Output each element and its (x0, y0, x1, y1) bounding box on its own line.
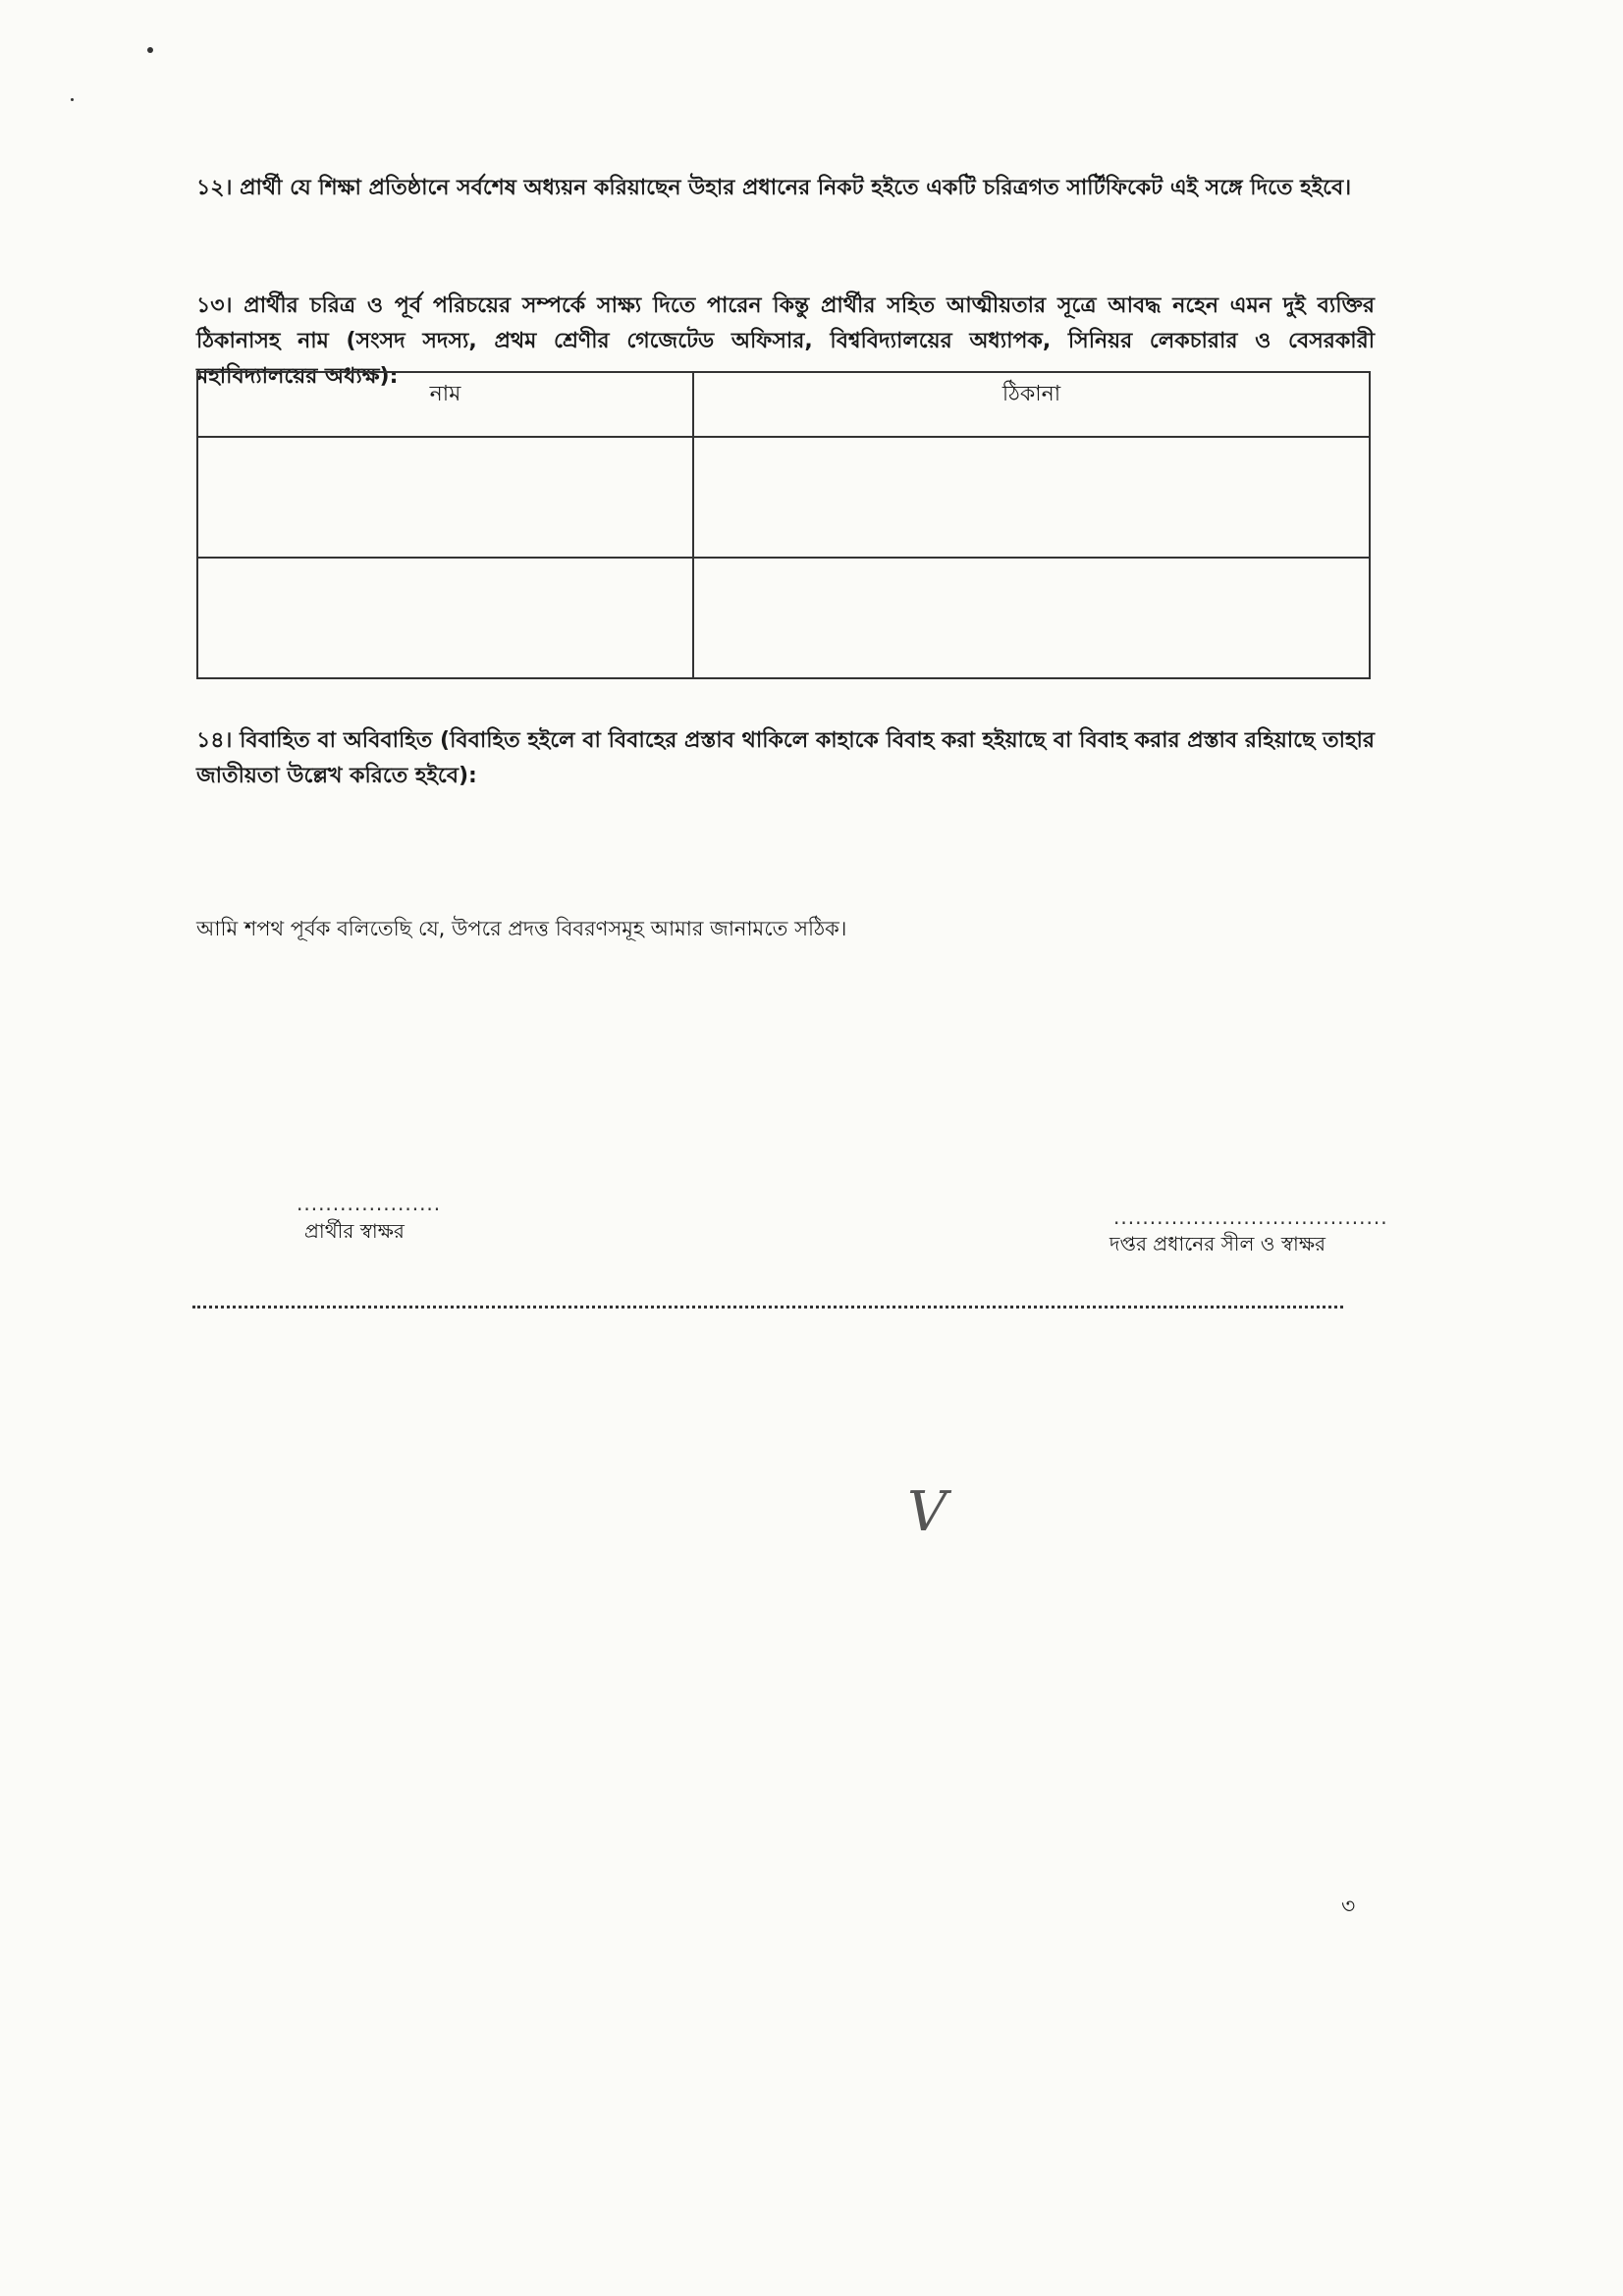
item-14-text: ১৪। বিবাহিত বা অবিবাহিত (বিবাহিত হইলে বা বিবাহের প্রস্তাব থাকিলে কাহাকে বিবাহ করা হইয়াছে বা বিবাহ করার প্রস্তাব রহিয়াছে তাহার জাতীয়তা উল্লেখ করিতে হইবে): (196, 728, 1375, 788)
table-row (197, 437, 1370, 558)
applicant-signature-label: প্রার্থীর স্বাক্ষর (304, 1219, 405, 1243)
item-12-text: ১২। প্রার্থী যে শিক্ষা প্রতিষ্ঠানে সর্বশেষ অধ্যয়ন করিয়াছেন উহার প্রধানের নিকট হইতে একটি চরিত্রগত সার্টিফিকেট এই সঙ্গে দিতে হইবে। (196, 176, 1352, 200)
name-cell-1[interactable] (197, 437, 693, 558)
office-head-signature-line: ...................................... (1113, 1205, 1388, 1229)
header-name: নাম (197, 372, 693, 437)
dotted-divider (192, 1306, 1343, 1308)
address-cell-1[interactable] (693, 437, 1370, 558)
item-13-text: ১৩। প্রার্থীর চরিত্র ও পূর্ব পরিচয়ের সম্পর্কে সাক্ষ্য দিতে পারেন কিন্তু প্রার্থীর সহিত আত্মীয়তার সূত্রে আবদ্ধ নহেন এমন দুই ব্যক্তির ঠিকানাসহ নাম (সংসদ সদস্য, প্রথম শ্রেণীর গেজেটেড অফিসার, বিশ্ববিদ্যালয়ের অধ্যাপক, সিনিয়র লেকচারার ও বেসরকারী মহাবিদ্যালয়ের অধ্যক্ষ): (196, 294, 1375, 389)
table-row (197, 558, 1370, 678)
address-cell-2[interactable] (693, 558, 1370, 678)
header-address: ঠিকানা (693, 372, 1370, 437)
page-number: ৩ (1341, 1895, 1356, 1919)
scan-speck (71, 98, 74, 101)
applicant-signature-line: .................... (297, 1192, 442, 1215)
office-head-signature-label: দপ্তর প্রধানের সীল ও স্বাক্ষর (1109, 1232, 1326, 1255)
handwritten-mark: V (907, 1480, 947, 1544)
reference-table (196, 371, 1371, 679)
oath-statement: আমি শপথ পূর্বক বলিতেছি যে, উপরে প্রদত্ত বিবরণসমূহ আমার জানামতে সঠিক। (196, 917, 847, 940)
name-cell-2[interactable] (197, 558, 693, 678)
scan-speck (147, 47, 153, 53)
table-header-row (197, 372, 1370, 437)
